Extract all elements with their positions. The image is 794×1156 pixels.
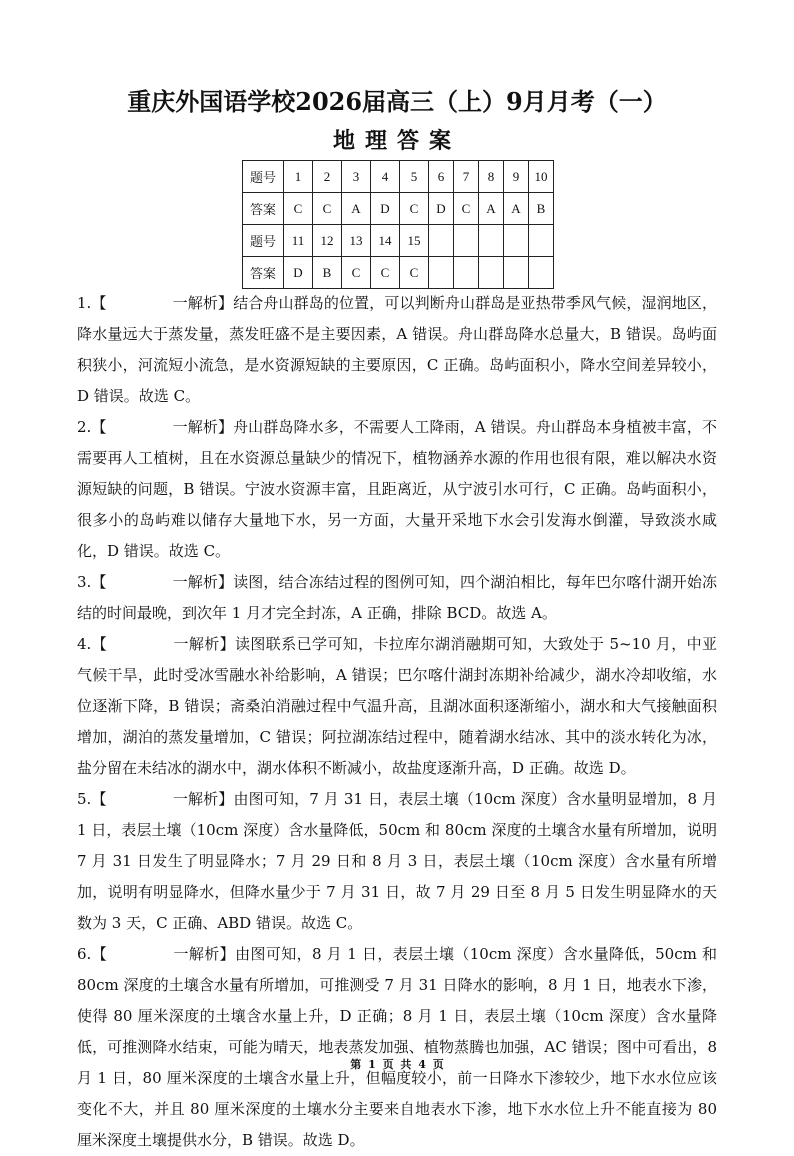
explanation-label: 一解析】: [172, 418, 234, 436]
answer-cell: C: [313, 193, 342, 225]
answer-cell: 7: [454, 161, 479, 193]
answer-cell: 3: [342, 161, 371, 193]
answer-cell: 15: [400, 225, 429, 257]
answer-cell: A: [479, 193, 504, 225]
row-header-cell: 答案: [243, 193, 284, 225]
answer-cell: C: [400, 193, 429, 225]
explanation-text: 读图联系已学可知，卡拉库尔湖消融期可知，大致处于 5~10 月，中亚气候干旱，此时受冰雪融水补给影响，A 错误；巴尔喀什湖封冻期补给减少，湖水冷却收缩，水位逐渐下降，B 错误；斋桑泊消融过程中气温升高，且湖冰面积逐渐缩小，湖水和大气接触面积增加，湖泊的蒸发量增加，C 错误；阿拉湖冻结过程中，随着湖水结冰、其中的淡水转化为冰，盐分留在未结冰的湖水中，湖水体积不断减小，故盐度逐渐升高，D 正确。故选 D。: [77, 635, 717, 777]
explanation-item: [77, 784, 717, 939]
explanation-text: 读图，结合冻结过程的图例可知，四个湖泊相比，每年巴尔喀什湖开始冻结的时间最晚，到次年 1 月才完全封冻，A 正确，排除 BCD。故选 A。: [77, 573, 717, 622]
page-footer: 第 1 页 共 4 页: [350, 1058, 444, 1071]
answer-cell: [429, 225, 454, 257]
answer-cell: [529, 225, 554, 257]
answer-cell: 10: [529, 161, 554, 193]
answer-cell: [454, 225, 479, 257]
answer-table-row: [243, 161, 554, 193]
answer-cell: [454, 257, 479, 289]
explanation-item: [77, 939, 717, 1156]
answer-cell: C: [342, 257, 371, 289]
explanation-item: [77, 567, 717, 629]
explanation-label: 一解析】: [173, 635, 236, 653]
row-header-cell: 题号: [243, 161, 284, 193]
exam-title: 重庆外国语学校2026届高三（上）9月月考（一）: [127, 87, 667, 116]
question-number: 6.【: [77, 945, 108, 963]
explanation-item: [77, 288, 717, 412]
answer-cell: 6: [429, 161, 454, 193]
answer-cell: 13: [342, 225, 371, 257]
answer-cell: 12: [313, 225, 342, 257]
explanation-text: 由图可知，7 月 31 日，表层土壤（10cm 深度）含水量明显增加，8 月 1 日，表层土壤（10cm 深度）含水量降低，50cm 和 80cm 深度的土壤含水量有所增加，说明 7 月 31 日发生了明显降水；7 月 29 日和 8 月 3 日，表层土壤（10cm 深度）含水量有所增加，说明有明显降水，但降水量少于 7 月 31 日，故 7 月 29 日至 8 月 5 日发生明显降水的天数为 3 天，C 正确、ABD 错误。故选 C。: [77, 790, 717, 932]
answer-cell: [429, 257, 454, 289]
explanation-text: 由图可知，8 月 1 日，表层土壤（10cm 深度）含水量降低，50cm 和 80cm 深度的土壤含水量有所增加，可推测受 7 月 31 日降水的影响，8 月 1 日，地表水下渗，使得 80 厘米深度的土壤含水量上升，D 正确；8 月 1 日，表层土壤（10cm 深度）含水量降低，可推测降水结束，可能为晴天，地表蒸发加强、植物蒸腾也加强，AC 错误；图中可看出，8 月 1 日，80 厘米深度的土壤含水量上升，但幅度较小，前一日降水下渗较少，地下水水位应该变化不大，并且 80 厘米深度的土壤水分主要来自地表水下渗，地下水水位上升不能直接为 80 厘米深度土壤提供水分，B 错误。故选 D。: [77, 945, 718, 1149]
answer-table-row: [243, 225, 554, 257]
explanation-text: 舟山群岛降水多，不需要人工降雨，A 错误。舟山群岛本身植被丰富，不需要再人工植树，且在水资源总量缺少的情况下，植物涵养水源的作用也很有限，难以解决水资源短缺的问题，B 错误。宁波水资源丰富，且距离近，从宁波引水可行，C 正确。岛屿面积小，很多小的岛屿难以储存大量地下水，另一方面，大量开采地下水会引发海水倒灌，导致淡水咸化，D 错误。故选 C。: [77, 418, 717, 560]
explanation-label: 一解析】: [172, 294, 234, 312]
answer-cell: B: [529, 193, 554, 225]
answer-cell: A: [342, 193, 371, 225]
explanation-item: [77, 629, 717, 784]
row-header-cell: 题号: [243, 225, 284, 257]
answer-table-row: [243, 193, 554, 225]
answer-cell: 11: [284, 225, 313, 257]
answer-cell: [479, 257, 504, 289]
answer-cell: [504, 225, 529, 257]
question-number: 1.【: [77, 294, 107, 312]
question-number: 2.【: [77, 418, 107, 436]
answer-cell: 5: [400, 161, 429, 193]
answer-cell: 8: [479, 161, 504, 193]
question-number: 3.【: [77, 573, 107, 591]
answer-cell: D: [284, 257, 313, 289]
exam-subtitle: 地理答案: [332, 128, 461, 154]
answer-cell: [504, 257, 529, 289]
answer-cell: B: [313, 257, 342, 289]
answer-cell: 14: [371, 225, 400, 257]
answer-cell: 1: [284, 161, 313, 193]
row-header-cell: 答案: [243, 257, 284, 289]
explanation-label: 一解析】: [172, 790, 234, 808]
question-number: 4.【: [77, 635, 108, 653]
answer-cell: C: [454, 193, 479, 225]
explanation-text: 结合舟山群岛的位置，可以判断舟山群岛是亚热带季风气候，湿润地区，降水量远大于蒸发量，蒸发旺盛不是主要因素，A 错误。舟山群岛降水总量大，B 错误。岛屿面积狭小，河流短小流急，是水资源短缺的主要原因，C 正确。岛屿面积小，降水空间差异较小，D 错误。故选 C。: [77, 294, 717, 405]
answer-cell: [479, 225, 504, 257]
answer-cell: D: [371, 193, 400, 225]
answer-cell: 9: [504, 161, 529, 193]
explanation-label: 一解析】: [172, 573, 234, 591]
question-number: 5.【: [77, 790, 107, 808]
explanation-label: 一解析】: [173, 945, 236, 963]
answer-cell: D: [429, 193, 454, 225]
explanation-item: [77, 412, 717, 567]
answer-cell: [529, 257, 554, 289]
answer-cell: C: [371, 257, 400, 289]
answer-table: [242, 160, 554, 289]
explanations: [77, 288, 717, 1156]
answer-cell: C: [284, 193, 313, 225]
answer-cell: 4: [371, 161, 400, 193]
answer-cell: 2: [313, 161, 342, 193]
answer-cell: A: [504, 193, 529, 225]
answer-cell: C: [400, 257, 429, 289]
answer-table-row: [243, 257, 554, 289]
